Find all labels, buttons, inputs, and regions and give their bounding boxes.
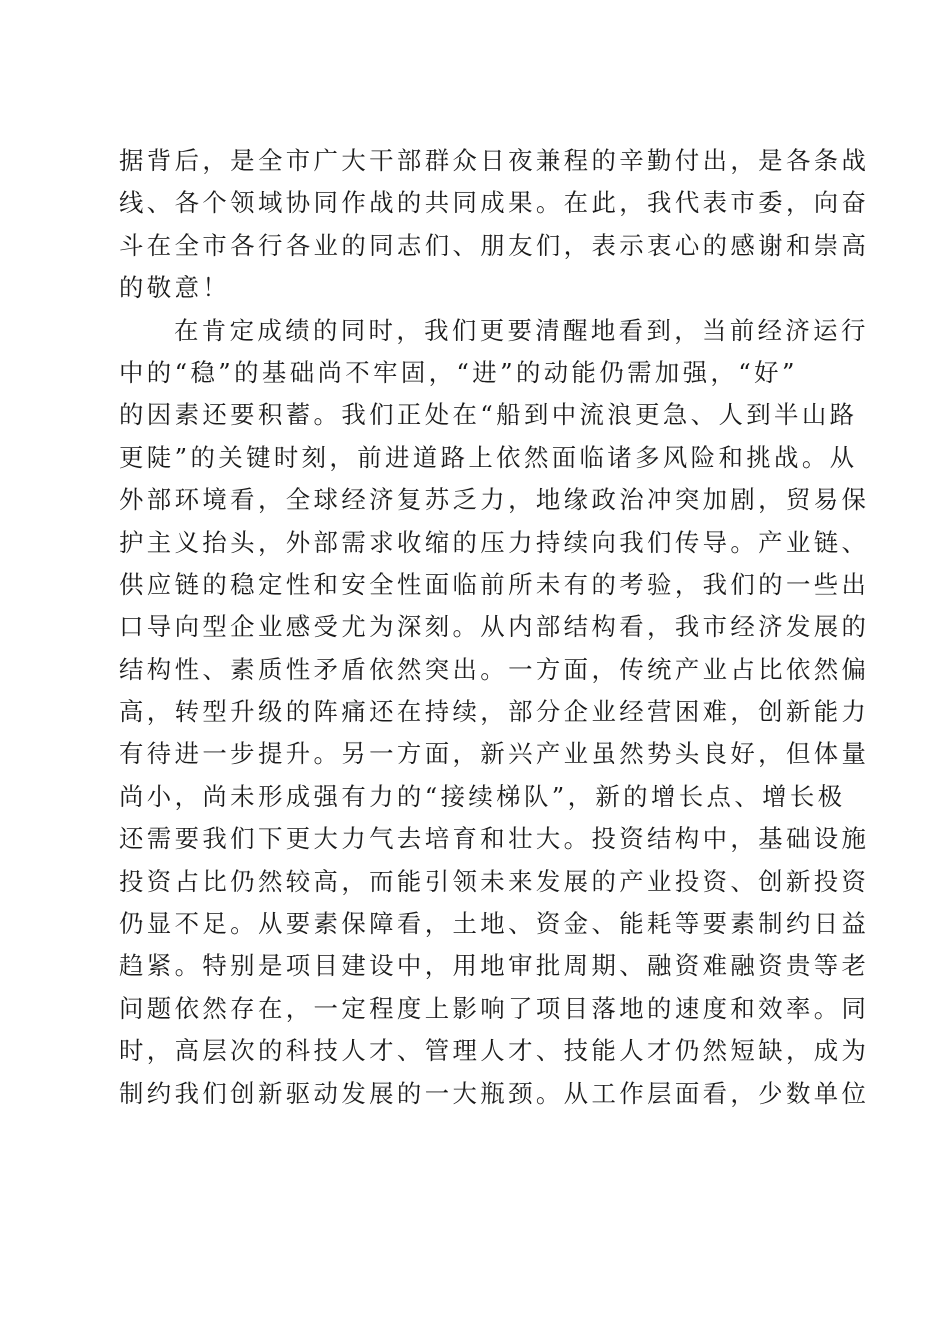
text-line: 高，转型升级的阵痛还在持续，部分企业经营困难，创新能力 <box>119 697 870 727</box>
text-line: 还需要我们下更大力气去培育和壮大。投资结构中，基础设施 <box>119 824 870 854</box>
paragraph-2 <box>119 310 870 1115</box>
text-line: 仍显不足。从要素保障看，土地、资金、能耗等要素制约日益 <box>119 909 870 939</box>
text-line: 更陡”的关键时刻，前进道路上依然面临诸多风险和挑战。从 <box>119 442 858 472</box>
text-line: 中的“稳”的基础尚不牢固，“进”的动能仍需加强，“好” <box>119 357 798 387</box>
text-line: 外部环境看，全球经济复苏乏力，地缘政治冲突加剧，贸易保 <box>119 485 870 515</box>
text-line: 的因素还要积蓄。我们正处在“船到中流浪更急、人到半山路 <box>119 400 858 430</box>
text-line: 供应链的稳定性和安全性面临前所未有的考验，我们的一些出 <box>119 569 870 599</box>
text-line: 线、各个领域协同作战的共同成果。在此，我代表市委，向奋 <box>119 188 870 218</box>
text-line: 结构性、素质性矛盾依然突出。一方面，传统产业占比依然偏 <box>119 654 870 684</box>
text-line: 制约我们创新驱动发展的一大瓶颈。从工作层面看，少数单位 <box>119 1078 870 1108</box>
text-line: 斗在全市各行各业的同志们、朋友们，表示衷心的感谢和崇高 <box>119 230 870 260</box>
text-line: 投资占比仍然较高，而能引领未来发展的产业投资、创新投资 <box>119 866 870 896</box>
text-line: 趋紧。特别是项目建设中，用地审批周期、融资难融资贵等老 <box>119 951 870 981</box>
text-line: 口导向型企业感受尤为深刻。从内部结构看，我市经济发展的 <box>119 612 870 642</box>
paragraph-1 <box>119 140 870 310</box>
text-line: 有待进一步提升。另一方面，新兴产业虽然势头良好，但体量 <box>119 739 870 769</box>
text-line: 护主义抬头，外部需求收缩的压力持续向我们传导。产业链、 <box>119 527 870 557</box>
text-line: 时，高层次的科技人才、管理人才、技能人才仍然短缺，成为 <box>119 1036 870 1066</box>
text-line: 的敬意！ <box>119 273 231 303</box>
text-line: 问题依然存在，一定程度上影响了项目落地的速度和效率。同 <box>119 993 870 1023</box>
text-line: 尚小，尚未形成强有力的“接续梯队”，新的增长点、增长极 <box>119 781 846 811</box>
body-text <box>119 140 870 1115</box>
text-line: 据背后，是全市广大干部群众日夜兼程的辛勤付出，是各条战 <box>119 146 870 175</box>
text-line: 在肯定成绩的同时，我们更要清醒地看到，当前经济运行 <box>174 315 869 345</box>
